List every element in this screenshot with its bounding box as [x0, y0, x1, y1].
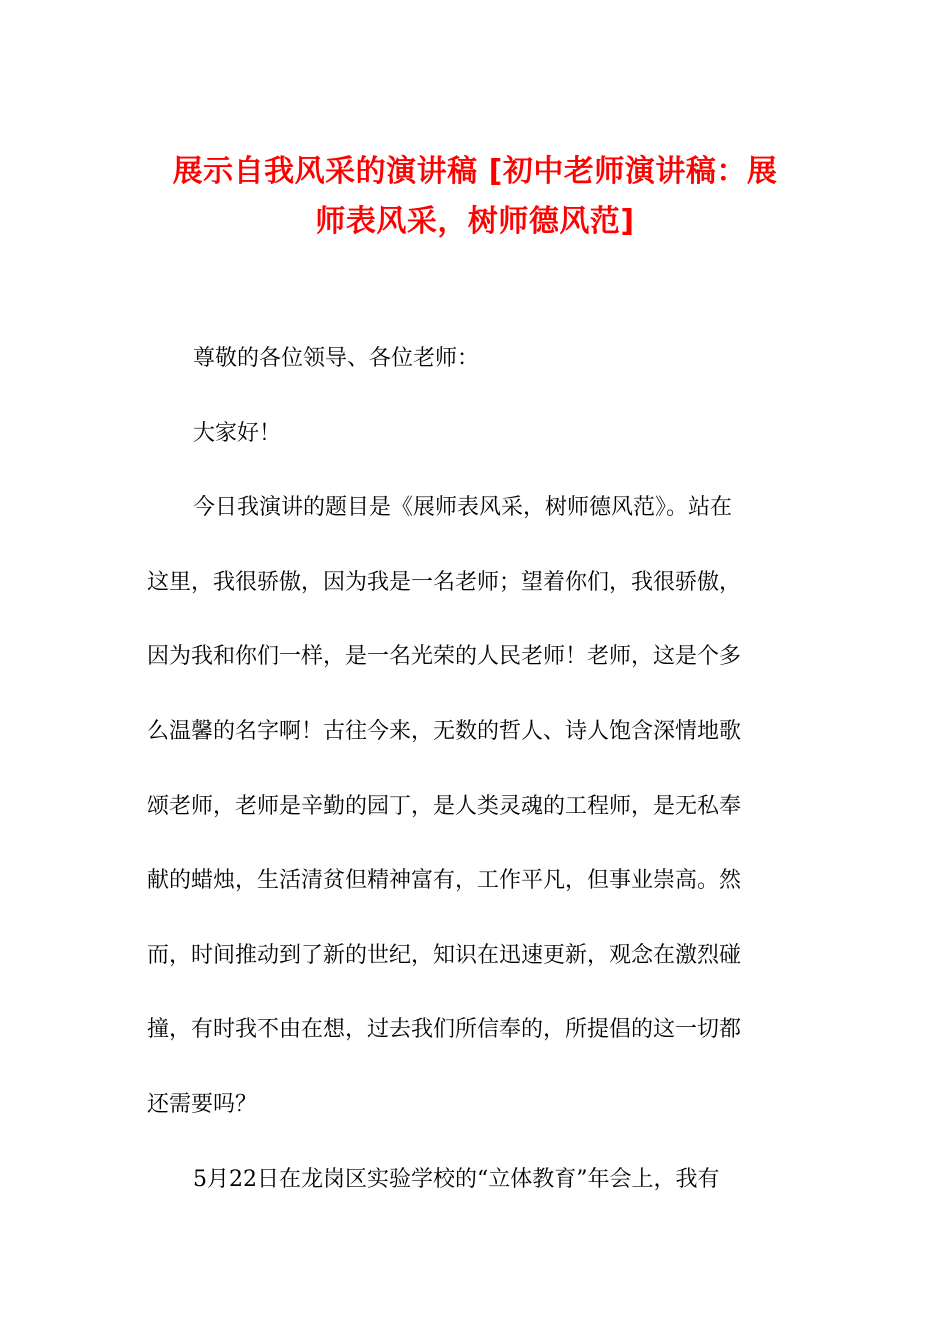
paragraph-line: 因为我和你们一样，是一名光荣的人民老师！老师，这是个多: [147, 644, 742, 670]
paragraph-line: 今日我演讲的题目是《展师表风采，树师德风范》。站在: [193, 495, 733, 521]
paragraph-line: 而，时间推动到了新的世纪，知识在迅速更新，观念在激烈碰: [147, 942, 742, 968]
paragraph-event: [147, 1143, 803, 1218]
document-body: [147, 322, 803, 1217]
paragraph-salutation: [147, 322, 803, 397]
paragraph-main: [147, 471, 803, 1142]
paragraph-line: 颂老师，老师是辛勤的园丁，是人类灵魂的工程师，是无私奉: [147, 793, 742, 819]
paragraph-line: 么温馨的名字啊！古往今来，无数的哲人、诗人饱含深情地歌: [147, 718, 742, 744]
document-title: [130, 147, 820, 247]
paragraph-line: 献的蜡烛，生活清贫但精神富有，工作平凡，但事业崇高。然: [147, 868, 742, 894]
paragraph-greeting: [147, 397, 803, 472]
paragraph-line: 还需要吗？: [147, 1091, 258, 1117]
paragraph-line: 这里，我很骄傲，因为我是一名老师；望着你们，我很骄傲，: [147, 569, 742, 595]
paragraph-line: 大家好！: [193, 420, 282, 446]
title-line-1: 展示自我风采的演讲稿 [初中老师演讲稿：展: [172, 154, 778, 189]
paragraph-line: 撞，有时我不由在想，过去我们所信奉的，所提倡的这一切都: [147, 1017, 742, 1043]
paragraph-line: 尊敬的各位领导、各位老师：: [193, 346, 480, 371]
title-line-2: 师表风采，树师德风范]: [315, 204, 635, 239]
paragraph-line: 5月22日在龙岗区实验学校的“立体教育”年会上，我有: [193, 1166, 720, 1192]
